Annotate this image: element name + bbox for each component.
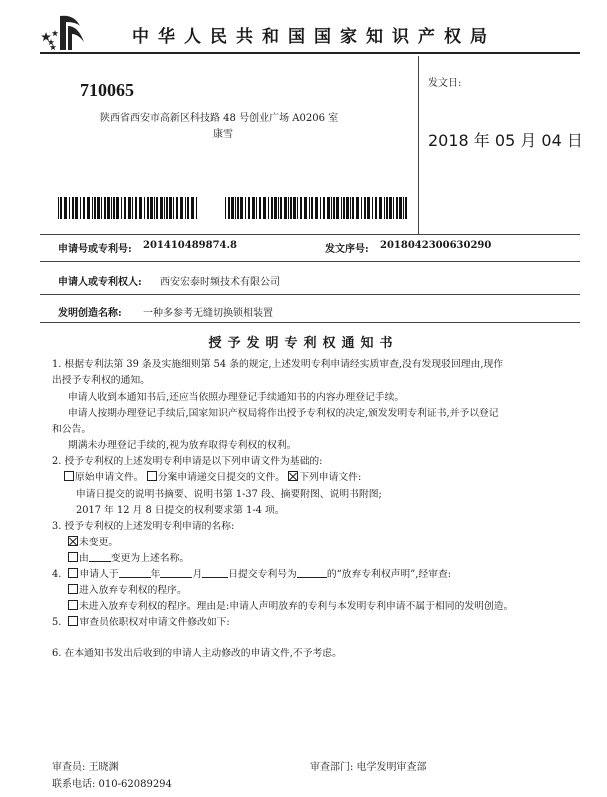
- enter-waiver-checkbox[interactable]: [68, 584, 78, 594]
- barcode-bar: [274, 197, 277, 219]
- title-unchanged-checkbox[interactable]: [68, 536, 78, 546]
- examiner-amendment-checkbox[interactable]: [68, 616, 78, 626]
- barcode-bar: [160, 197, 163, 219]
- contact-phone: 联系电话: 010-62089294: [52, 779, 172, 790]
- examiner-amendment-label: 审查员依职权对申请文件修改如下:: [79, 617, 230, 628]
- barcode-bar: [58, 197, 59, 219]
- patent-number-blank: [297, 568, 327, 578]
- barcode-bar: [132, 197, 133, 219]
- barcode-bar: [104, 197, 106, 219]
- barcode-bar: [293, 197, 296, 219]
- year-label: 年: [150, 569, 161, 580]
- barcode-bar: [164, 197, 165, 219]
- barcode-bar: [320, 197, 321, 219]
- barcode-bar: [101, 197, 102, 219]
- barcode-bar: [60, 197, 62, 219]
- barcode-bar: [405, 197, 407, 219]
- barcode-bar: [263, 197, 266, 219]
- barcode-bar: [315, 197, 318, 219]
- item-number: 5.: [52, 617, 62, 628]
- notice-line: 出授予专利权的通知。: [52, 375, 150, 386]
- barcode-bar: [154, 197, 155, 219]
- barcode-bar: [228, 197, 230, 219]
- title-changed-checkbox[interactable]: [68, 552, 78, 562]
- barcode-bar: [245, 197, 246, 219]
- not-enter-waiver-checkbox[interactable]: [68, 600, 78, 610]
- barcode-bar: [350, 197, 351, 219]
- waiver-checkbox[interactable]: [68, 568, 78, 578]
- invention-title-label: 发明创造名称:: [58, 308, 122, 319]
- barcode-bar: [278, 197, 279, 219]
- day-label: 日提交专利号为: [228, 569, 297, 580]
- not-enter-waiver-label: 未进入放弃专利权的程序。理由是:申请人声明放弃的专利与本发明专利申请不属于相同的发明创造。: [79, 601, 514, 612]
- application-number-label: 申请号或专利号:: [58, 244, 132, 255]
- barcode-bar: [169, 197, 172, 219]
- barcode-bar: [72, 197, 74, 219]
- notice-line: 1. 根据专利法第 39 条及实施细则第 54 条的规定,上述发明专利申请经实质审查,没有发现驳回理由,现作: [52, 359, 504, 370]
- barcode-bar: [83, 197, 85, 219]
- barcode-bar: [367, 197, 370, 219]
- barcode-bar: [235, 197, 236, 219]
- applicant-label: 申请人或专利权人:: [58, 277, 142, 288]
- month-label: 月: [192, 569, 203, 580]
- enter-waiver-label: 进入放弃专利权的程序。: [79, 585, 187, 596]
- item-number: 4.: [52, 569, 62, 580]
- barcode-bar: [69, 197, 70, 219]
- barcode-bar: [252, 197, 255, 219]
- barcode-bar: [191, 197, 194, 219]
- barcode-bar: [173, 197, 174, 219]
- barcode-bar: [386, 197, 388, 219]
- barcode-bar: [185, 197, 186, 219]
- barcode-bar: [111, 197, 112, 219]
- barcode-bar: [97, 197, 100, 219]
- barcode-bar: [144, 197, 145, 219]
- former-title-blank: [89, 552, 111, 562]
- barcode-bar: [336, 197, 339, 219]
- month-blank: [160, 568, 192, 578]
- address-box-divider: [418, 56, 419, 234]
- barcode-bar: [92, 197, 93, 219]
- barcode-bar: [107, 197, 110, 219]
- day-blank: [202, 568, 228, 578]
- applicant-name: 西安宏泰时频技术有限公司: [160, 277, 280, 288]
- row-divider: [40, 322, 580, 323]
- barcode-bar: [379, 197, 382, 219]
- notice-line: 6. 在本通知书发出后收到的申请人主动修改的申请文件,不予考虑。: [52, 648, 342, 659]
- barcode-bar: [139, 197, 142, 219]
- barcode-bar: [288, 197, 289, 219]
- barcode-bar: [80, 197, 81, 219]
- barcode-bar: [280, 197, 282, 219]
- divisional-docs-checkbox[interactable]: [147, 471, 157, 481]
- barcode-bar: [284, 197, 287, 219]
- barcode-bar: [327, 197, 330, 219]
- waiver-line: [52, 566, 451, 580]
- barcode-bar: [147, 197, 149, 219]
- barcode-bar: [304, 197, 307, 219]
- barcode-bar: [297, 197, 298, 219]
- barcode-bar: [150, 197, 153, 219]
- barcode-bar: [116, 197, 119, 219]
- basis-options: [64, 469, 361, 483]
- notice-line: 2. 授予专利权的上述发明专利申请是以下列申请文件为基础的:: [52, 456, 323, 467]
- recipient-name: 康雪: [213, 129, 233, 140]
- barcode-bar: [352, 197, 354, 219]
- barcode-bar: [180, 197, 183, 219]
- barcode-bar: [259, 197, 261, 219]
- title-changed-label-a: 由: [79, 553, 89, 564]
- barcode-bar: [231, 197, 234, 219]
- recipient-address: 陕西省西安市高新区科技路 48 号创业广场 A0206 室: [100, 113, 339, 124]
- barcode-bar: [124, 197, 126, 219]
- waiver-option-2: [68, 598, 513, 612]
- barcode-bar: [290, 197, 292, 219]
- barcode-left: [58, 197, 198, 219]
- following-docs-label: 下列申请文件:: [299, 472, 362, 483]
- barcode-bar: [393, 197, 394, 219]
- barcode-bar: [372, 197, 373, 219]
- row-divider: [40, 234, 580, 235]
- barcode-bar: [87, 197, 90, 219]
- original-docs-checkbox[interactable]: [64, 471, 74, 481]
- barcode-bar: [399, 197, 402, 219]
- notice-line: 期满未办理登记手续的,视为放弃取得专利权的权利。: [68, 440, 297, 451]
- barcode-bar: [113, 197, 115, 219]
- divisional-docs-label: 分案申请递交日提交的文件。: [157, 472, 286, 483]
- barcode-bar: [271, 197, 273, 219]
- title-unchanged-label: 未变更。: [79, 537, 119, 548]
- following-docs-checkbox[interactable]: [288, 471, 298, 481]
- barcode-bar: [156, 197, 158, 219]
- barcode-bar: [187, 197, 189, 219]
- barcode-bar: [323, 197, 325, 219]
- notice-line: 2017 年 12 月 8 日提交的权利要求第 1-4 项。: [76, 505, 285, 516]
- send-date: 2018 年 05 月 04 日: [428, 131, 583, 150]
- notice-line: 3. 授予专利权的上述发明专利申请的名称:: [52, 521, 235, 532]
- barcode-bar: [240, 197, 243, 219]
- barcode-bar: [396, 197, 398, 219]
- barcode-bar: [389, 197, 392, 219]
- document-number-label: 发文序号:: [325, 244, 369, 255]
- barcode-bar: [64, 197, 67, 219]
- barcode-bar: [248, 197, 250, 219]
- invention-title: 一种多参考无缝切换锁相装置: [143, 308, 273, 319]
- barcode-bar: [135, 197, 137, 219]
- notice-line: 和公告。: [52, 424, 92, 435]
- barcode-bar: [331, 197, 332, 219]
- barcode-bar: [333, 197, 335, 219]
- cnipa-logo-stars-icon: [40, 12, 88, 52]
- barcode-bar: [237, 197, 239, 219]
- barcode-bar: [166, 197, 168, 219]
- barcode-bar: [121, 197, 122, 219]
- year-blank: [119, 568, 151, 578]
- examination-department: 审查部门: 电学发明审查部: [310, 762, 427, 773]
- title-changed-option: [68, 550, 189, 564]
- barcode-bar: [346, 197, 349, 219]
- barcode-bar: [343, 197, 345, 219]
- application-number: 201410489874.8: [143, 240, 237, 251]
- waiver-statement: 的“放弃专利权声明”,经审查:: [326, 569, 452, 580]
- amendment-line: [52, 614, 230, 628]
- examiner: 审查员: 王晓渊: [52, 762, 119, 773]
- barcode-bar: [176, 197, 178, 219]
- barcode-bar: [268, 197, 269, 219]
- barcode-bar: [361, 197, 362, 219]
- barcode-bar: [356, 197, 359, 219]
- row-divider: [40, 294, 580, 295]
- original-docs-label: 原始申请文件。: [75, 472, 144, 483]
- barcode-bar: [341, 197, 342, 219]
- barcode-bar: [94, 197, 96, 219]
- postal-code: 710065: [80, 80, 134, 100]
- waiver-label: 申请人于: [79, 569, 119, 580]
- notice-line: 申请人按期办理登记手续后,国家知识产权局将作出授予专利权的决定,颁发发明专利证书,并予以登记: [68, 408, 499, 419]
- notice-title: 授予发明专利权通知书: [208, 336, 399, 351]
- waiver-option-1: [68, 582, 187, 596]
- send-date-label: 发文日:: [428, 78, 462, 89]
- row-divider: [40, 261, 580, 262]
- document-number: 2018042300630290: [380, 240, 492, 251]
- barcode-bar: [196, 197, 197, 219]
- barcode-bar: [75, 197, 78, 219]
- notice-line: 申请人收到本通知书后,还应当依照办理登记手续通知书的内容办理登记手续。: [68, 392, 405, 403]
- header-divider: [40, 52, 580, 54]
- barcode-right: [225, 197, 410, 219]
- barcode-bar: [384, 197, 385, 219]
- barcode-bar: [300, 197, 302, 219]
- barcode-bar: [403, 197, 404, 219]
- barcode-bar: [309, 197, 310, 219]
- notice-line: 申请日提交的说明书摘要、说明书第 1-37 段、摘要附图、说明书附图;: [76, 489, 382, 500]
- barcode-bar: [256, 197, 257, 219]
- barcode-bar: [128, 197, 131, 219]
- title-changed-label-b: 变更为上述名称。: [110, 553, 190, 564]
- barcode-bar: [225, 197, 226, 219]
- barcode-bar: [364, 197, 366, 219]
- barcode-bar: [311, 197, 313, 219]
- title-unchanged-option: [68, 534, 118, 548]
- office-name: 中华人民共和国国家知识产权局: [132, 27, 496, 47]
- barcode-bar: [375, 197, 377, 219]
